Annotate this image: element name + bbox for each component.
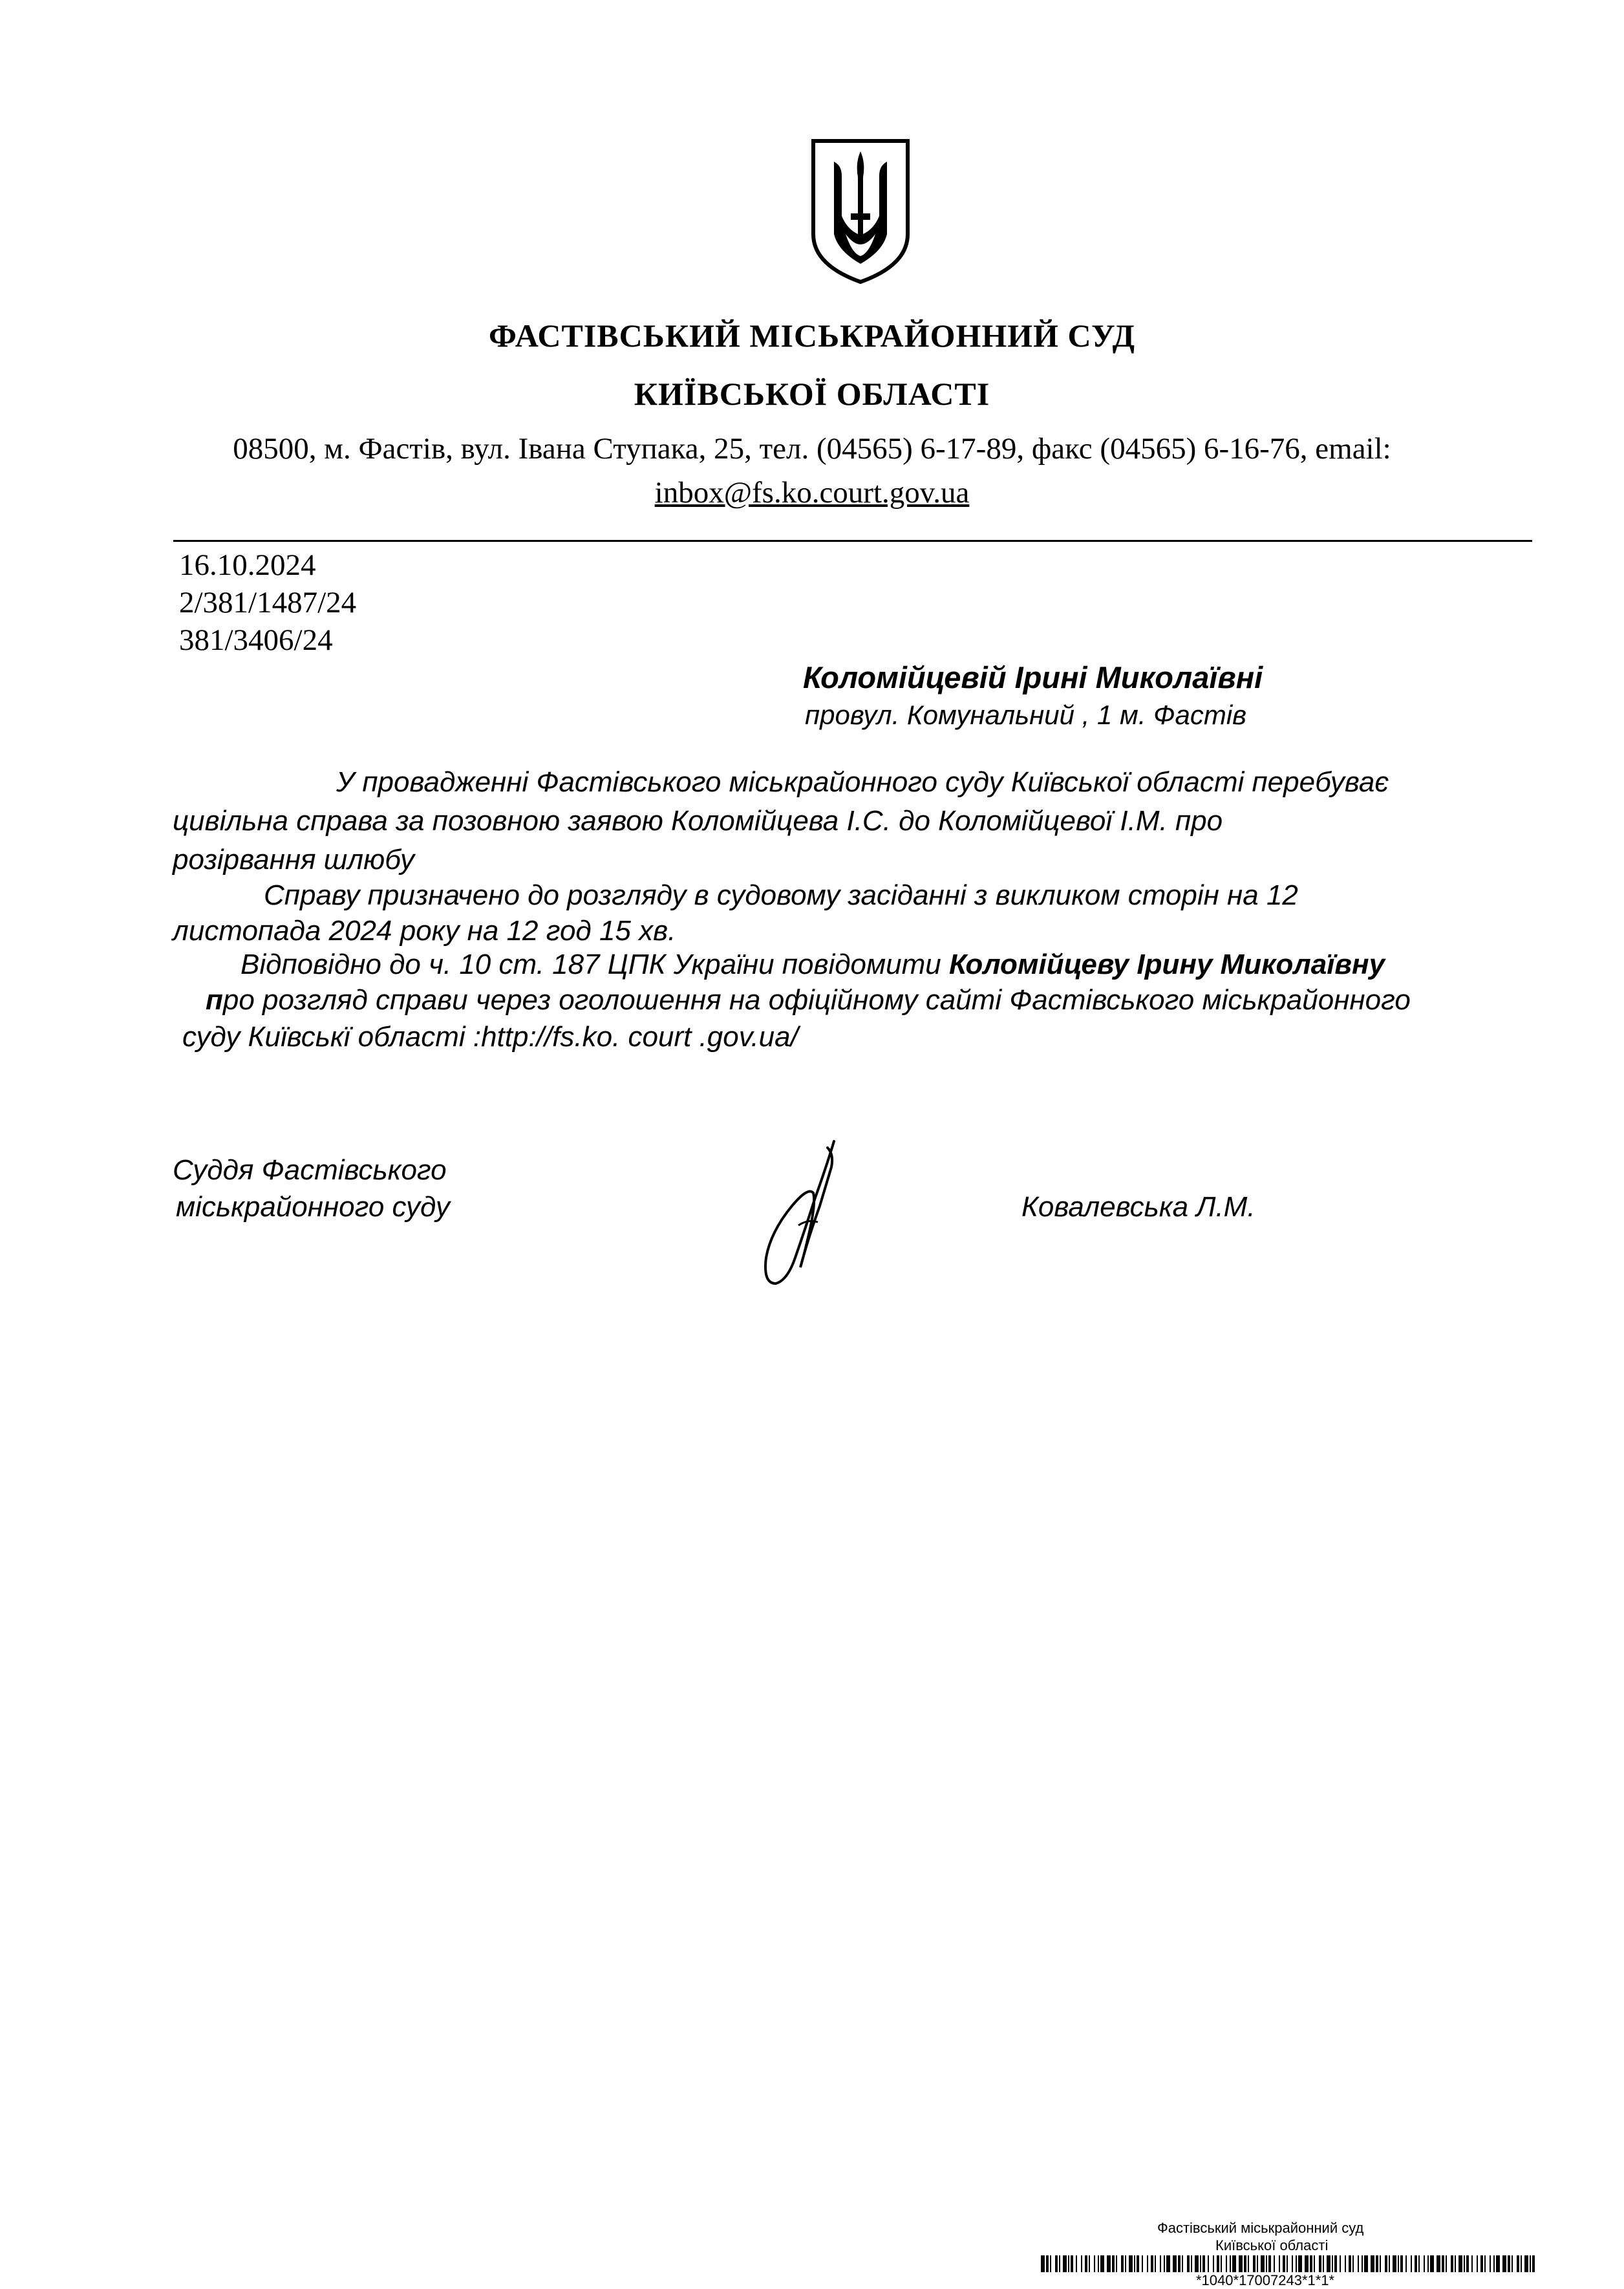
barcode-bar <box>1125 2255 1126 2272</box>
barcode-bar <box>1418 2255 1420 2272</box>
barcode-bar <box>1464 2255 1465 2272</box>
barcode-bar <box>1266 2255 1267 2272</box>
barcode-bar <box>1415 2255 1417 2272</box>
barcode-bar <box>1480 2255 1483 2272</box>
barcode-text: *1040*17007243*1*1* <box>1196 2272 1335 2288</box>
barcode-bar <box>1437 2255 1440 2272</box>
barcode-bar <box>1208 2255 1209 2272</box>
barcode-bar <box>1089 2255 1090 2272</box>
barcode-bar <box>1055 2255 1058 2272</box>
barcode-bar <box>1340 2255 1341 2272</box>
barcode-bar <box>1446 2255 1447 2272</box>
barcode-bar <box>1063 2255 1067 2272</box>
barcode-bar <box>1191 2255 1192 2272</box>
body-p1-line2: цивільна справа за позовною заявою Коломійцева І.С. до Коломійцевої І.М. про <box>173 805 1223 837</box>
barcode-bar <box>1112 2255 1115 2272</box>
coat-of-arms-icon <box>808 137 913 286</box>
barcode-bar <box>1076 2255 1077 2272</box>
barcode-bar <box>1385 2255 1387 2272</box>
barcode-bar <box>1490 2255 1491 2272</box>
barcode-bar <box>1376 2255 1378 2272</box>
document-date: 16.10.2024 <box>179 548 316 582</box>
barcode-bar <box>1244 2255 1246 2272</box>
barcode-bar <box>1411 2255 1412 2272</box>
recipient-address: провул. Комунальний , 1 м. Фастів <box>805 700 1247 730</box>
barcode-bar <box>1085 2255 1087 2272</box>
barcode-bar <box>1334 2255 1337 2272</box>
barcode-bar <box>1268 2255 1271 2272</box>
barcode-bar <box>1451 2255 1453 2272</box>
body-p3-line3: суду Київськї області :http://fs.ko. court .gov.ua/ <box>182 1021 798 1053</box>
barcode-bar <box>1202 2255 1205 2272</box>
barcode-bar <box>1502 2255 1506 2272</box>
barcode-bar <box>1213 2255 1214 2272</box>
barcode-bar <box>1121 2255 1124 2272</box>
barcode-bar <box>1393 2255 1396 2272</box>
barcode-bar <box>1349 2255 1351 2272</box>
barcode-bar <box>1166 2255 1170 2272</box>
registry-stamp-line2: Київської області <box>1215 2237 1329 2253</box>
court-email[interactable]: inbox@fs.ko.court.gov.ua <box>654 476 970 510</box>
barcode-bar <box>1319 2255 1321 2272</box>
barcode-bar <box>1471 2255 1473 2272</box>
barcode-bar <box>1217 2255 1219 2272</box>
registry-stamp-line1: Фастівський міськрайонний суд <box>1157 2220 1364 2236</box>
body-p3-line1-bold: Коломійцеву Ірину Миколаївну <box>949 949 1385 980</box>
barcode-bar <box>1134 2255 1135 2272</box>
barcode-bar <box>1496 2255 1500 2272</box>
barcode-bar <box>1424 2255 1425 2272</box>
barcode-bar <box>1187 2255 1190 2272</box>
barcode-bar <box>1296 2255 1297 2272</box>
barcode-bar <box>1345 2255 1346 2272</box>
case-number: 381/3406/24 <box>179 623 333 657</box>
barcode-bar <box>1041 2255 1045 2272</box>
barcode-bar <box>1142 2255 1143 2272</box>
barcode-bar <box>1147 2255 1148 2272</box>
barcode-bar <box>1305 2255 1309 2272</box>
barcode-bar <box>1226 2255 1227 2272</box>
barcode-bar <box>1380 2255 1381 2272</box>
body-p2-line2: листопада 2024 року на 12 год 15 хв. <box>173 915 676 947</box>
barcode-bar <box>1248 2255 1249 2272</box>
barcode-bar <box>1274 2255 1275 2272</box>
barcode-bar <box>1155 2255 1156 2272</box>
barcode-bar <box>1232 2255 1236 2272</box>
barcode-bar <box>1484 2255 1486 2272</box>
barcode-bar <box>1493 2255 1495 2272</box>
barcode-bar <box>1257 2255 1258 2272</box>
barcode-bar <box>1430 2255 1434 2272</box>
barcode-bar <box>1071 2255 1073 2272</box>
barcode-bar <box>1292 2255 1293 2272</box>
barcode-bar <box>1279 2255 1280 2272</box>
barcode-bar <box>1314 2255 1315 2272</box>
barcode-bar <box>1332 2255 1333 2272</box>
body-p3-line2 <box>206 984 1411 1016</box>
court-address: 08500, м. Фастів, вул. Івана Ступака, 25, тел. (04565) 6-17-89, факс (04565) 6-16-76, email: <box>233 432 1391 466</box>
barcode-bar <box>1310 2255 1312 2272</box>
barcode-bar <box>1477 2255 1478 2272</box>
barcode-bar <box>1098 2255 1099 2272</box>
barcode-bar <box>1287 2255 1288 2272</box>
barcode-bar <box>1200 2255 1201 2272</box>
barcode-bar <box>1182 2255 1183 2272</box>
barcode-bar <box>1298 2255 1302 2272</box>
body-p3-line2-bold: п <box>206 984 223 1016</box>
barcode-bar <box>1160 2255 1161 2272</box>
body-p3-line2-text: ро розгляд справи через оголошення на офіційному сайті Фастівського міськрайонного <box>222 984 1411 1016</box>
barcode-bar <box>1261 2255 1265 2272</box>
barcode-bar <box>1164 2255 1165 2272</box>
barcode-bar <box>1059 2255 1060 2272</box>
body-p3-line1 <box>240 949 1385 981</box>
header-divider <box>173 540 1532 542</box>
body-p2-line1: Справу призначено до розгляду в судовому засіданні з викликом сторін на 12 <box>264 879 1298 911</box>
barcode-bar <box>1389 2255 1390 2272</box>
body-p1-line3: розірвання шлюбу <box>173 844 414 876</box>
barcode-bar <box>1129 2255 1133 2272</box>
barcode-bar <box>1283 2255 1285 2272</box>
barcode-bar <box>1081 2255 1082 2272</box>
court-region: КИЇВСЬКОЇ ОБЛАСТІ <box>634 376 990 412</box>
barcode-bar <box>1151 2255 1153 2272</box>
barcode-bar <box>1532 2255 1535 2272</box>
barcode-bar <box>1405 2255 1407 2272</box>
outgoing-number: 2/381/1487/24 <box>179 586 357 619</box>
judge-title-line1: Суддя Фастівського <box>173 1154 447 1186</box>
barcode-bar <box>1107 2255 1111 2272</box>
barcode-bar <box>1466 2255 1469 2272</box>
barcode-bar <box>1323 2255 1324 2272</box>
barcode-bar <box>1362 2255 1363 2272</box>
barcode-bar <box>1178 2255 1181 2272</box>
barcode-bar <box>1524 2255 1528 2272</box>
court-name: ФАСТІВСЬКИЙ МІСЬКРАЙОННИЙ СУД <box>488 317 1136 354</box>
barcode-bar <box>1046 2255 1049 2272</box>
judge-name: Ковалевська Л.М. <box>1021 1191 1255 1223</box>
barcode-bar <box>1508 2255 1510 2272</box>
barcode-bar <box>1050 2255 1051 2272</box>
barcode <box>1041 2255 1539 2272</box>
barcode-bar <box>1512 2255 1513 2272</box>
barcode-bar <box>1116 2255 1117 2272</box>
barcode-bar <box>1521 2255 1522 2272</box>
barcode-bar <box>1530 2255 1531 2272</box>
barcode-bar <box>1327 2255 1330 2272</box>
body-p1-line1: У провадженні Фастівського міськрайонного суду Київської області перебуває <box>336 766 1389 798</box>
barcode-bar <box>1253 2255 1255 2272</box>
barcode-bar <box>1221 2255 1222 2272</box>
barcode-bar <box>1173 2255 1177 2272</box>
barcode-bar <box>1358 2255 1359 2272</box>
barcode-bar <box>1458 2255 1462 2272</box>
barcode-bar <box>1239 2255 1243 2272</box>
barcode-bar <box>1195 2255 1199 2272</box>
barcode-bar <box>1100 2255 1104 2272</box>
barcode-bar <box>1230 2255 1231 2272</box>
barcode-bar <box>1352 2255 1354 2272</box>
barcode-bar <box>1137 2255 1139 2272</box>
barcode-bar <box>1094 2255 1095 2272</box>
barcode-bar <box>1371 2255 1374 2272</box>
barcode-bar <box>1068 2255 1069 2272</box>
body-p3-line1-text: Відповідно до ч. 10 ст. 187 ЦПК України повідомити <box>240 949 950 980</box>
barcode-bar <box>1427 2255 1429 2272</box>
barcode-bar <box>1400 2255 1403 2272</box>
barcode-bar <box>1442 2255 1444 2272</box>
barcode-bar <box>1364 2255 1368 2272</box>
barcode-bar <box>1398 2255 1399 2272</box>
barcode-bar <box>1517 2255 1519 2272</box>
judge-title-line2: міськрайонного суду <box>176 1191 450 1223</box>
recipient-name: Коломійцевій Ірині Миколаївні <box>803 660 1263 694</box>
signature-icon <box>737 1128 866 1296</box>
barcode-bar <box>1455 2255 1456 2272</box>
